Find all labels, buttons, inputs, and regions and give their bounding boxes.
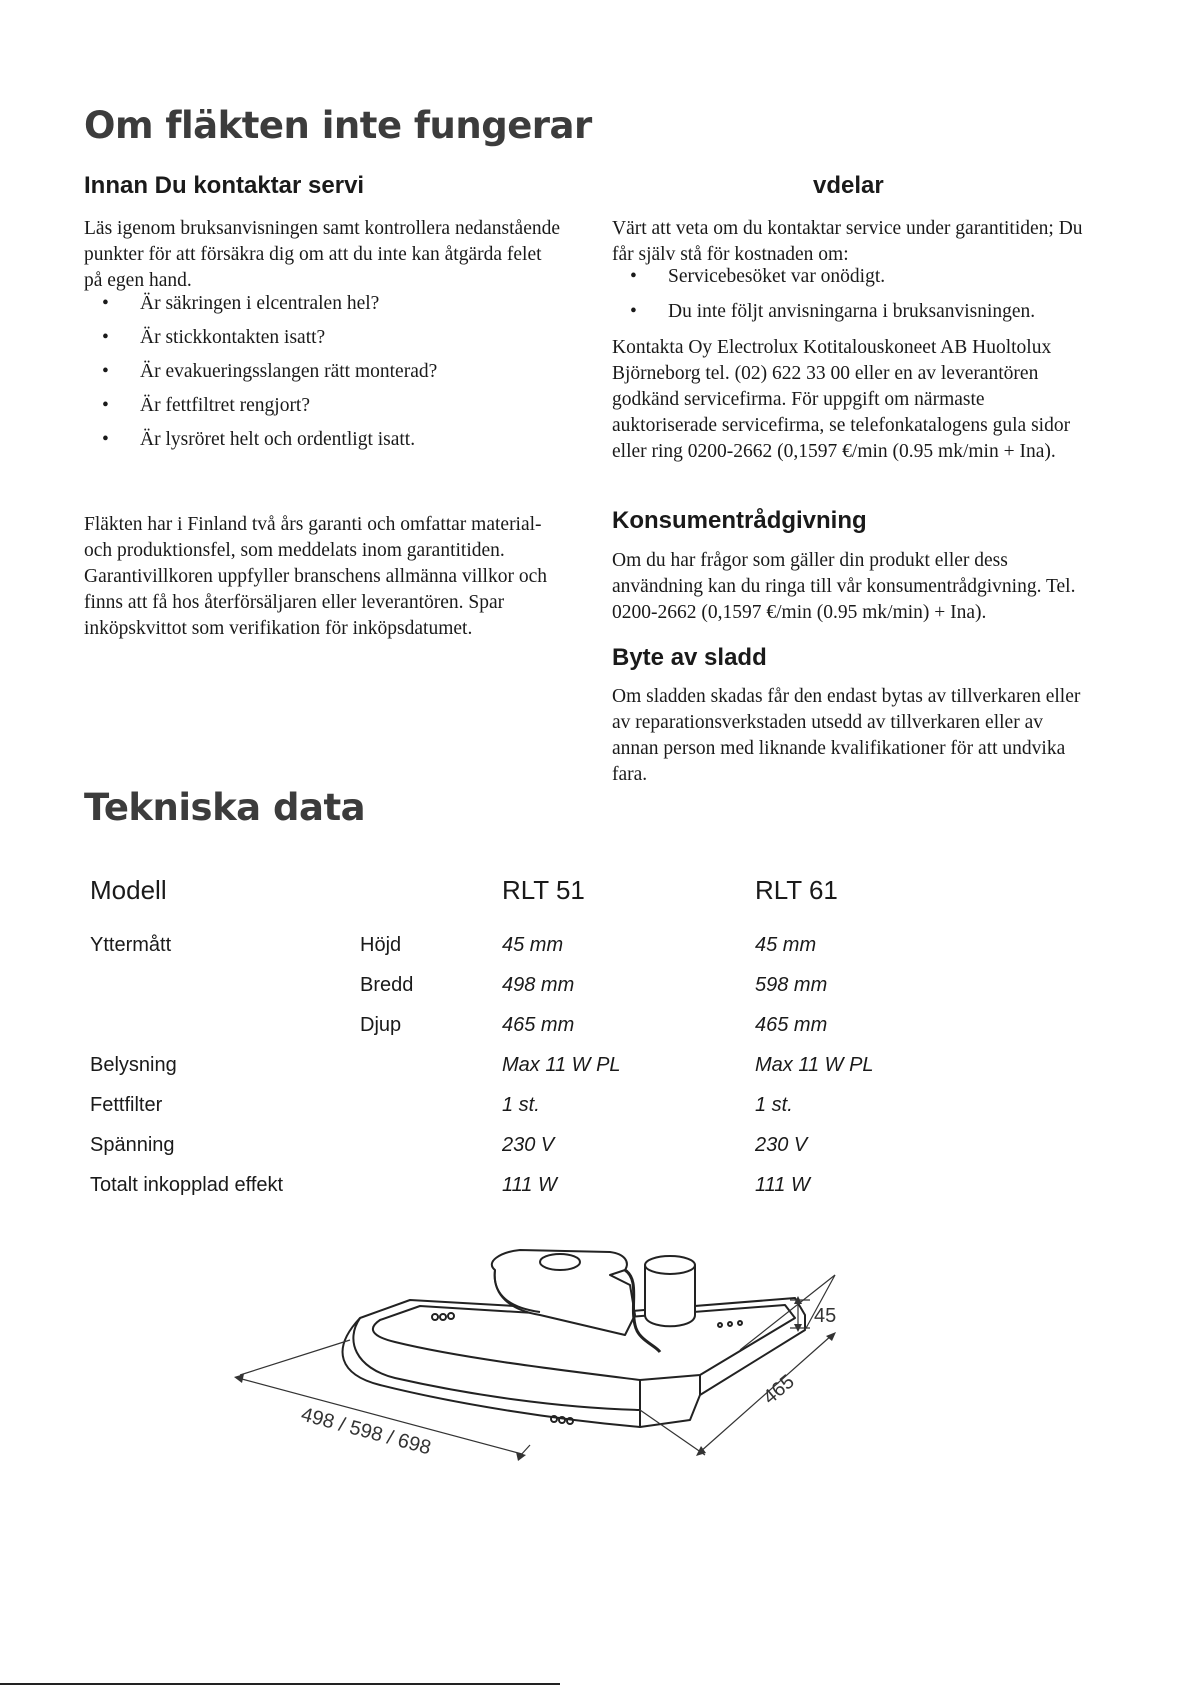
table-row	[90, 1005, 955, 1045]
warranty-text: Fläkten har i Finland två års garanti och omfattar material- och produktionsfel, som meddelats inom garantitiden. Garantivillkoren uppfyller branschens allmänna villkor och finns att få hos återförsäljaren eller leverantören. Spar inköpskvittot som verifikation för inköpsdatumet.	[84, 514, 547, 639]
value-rlt61: 598 mm	[755, 973, 828, 996]
row-sublabel	[360, 1085, 502, 1125]
list-item: • Du inte följt anvisningarna i bruksanvisningen.	[612, 301, 1112, 336]
table-row	[90, 1085, 955, 1125]
row-sublabel	[360, 1045, 502, 1085]
row-label: Fettfilter	[90, 1093, 163, 1116]
header-model: Modell	[90, 875, 167, 905]
cord-text: Om sladden skadas får den endast bytas av tillverkaren eller av reparationsverkstaden utsedd av tillverkaren eller av annan person med liknande kvalifikationer för att undvika fara.	[612, 686, 1081, 785]
list-item: • Är evakueringsslangen rätt monterad?	[84, 361, 564, 395]
contact-text: Kontakta Oy Electrolux Kotitalouskoneet AB Huoltolux Björneborg tel. (02) 622 33 00 eller en av leverantören godkänd servicefirma. För uppgift om närmaste auktoriserade servicefirma, se telefonkatalogens gula sidor eller ring 0200-2662 (0,1597 €/min (0.95 mk/min + Ina).	[612, 337, 1071, 462]
checklist	[84, 293, 564, 463]
hood-dimension-diagram	[230, 1240, 910, 1515]
row-sublabel: Bredd	[360, 973, 414, 996]
header-blank	[360, 875, 502, 925]
value-rlt61: 1 st.	[755, 1093, 793, 1116]
list-item: • Är säkringen i elcentralen hel?	[84, 293, 564, 327]
value-rlt51: 230 V	[502, 1133, 555, 1156]
value-rlt51: Max 11 W PL	[502, 1053, 621, 1076]
table-row	[90, 1125, 955, 1165]
header-rlt61: RLT 61	[755, 875, 838, 905]
list-item: • Är stickkontakten isatt?	[84, 327, 564, 361]
depth-dimension-label: 465	[759, 1370, 799, 1409]
list-item: • Servicebesöket var onödigt.	[612, 266, 1112, 301]
advice-heading: Konsumentrådgivning	[612, 507, 867, 534]
table-header	[90, 875, 955, 925]
table-row	[90, 1165, 955, 1205]
row-label	[90, 1005, 360, 1045]
list-item: • Är fettfiltret rengjort?	[84, 395, 564, 429]
value-rlt51: 111 W	[502, 1173, 557, 1196]
list-item: • Är lysröret helt och ordentligt isatt.	[84, 429, 564, 463]
row-label: Totalt inkopplad effekt	[90, 1173, 284, 1196]
advice-text: Om du har frågor som gäller din produkt eller dess användning kan du ringa till vår konsumentrådgivning. Tel. 0200-2662 (0,1597 €/min (0.95 mk/min) + Ina).	[612, 550, 1076, 623]
service-heading: Innan Du kontaktar servi	[84, 172, 365, 199]
value-rlt51: 498 mm	[502, 973, 575, 996]
row-label: Yttermått	[90, 933, 172, 956]
height-dimension-label: 45	[814, 1305, 837, 1327]
row-sublabel	[360, 1125, 502, 1165]
cord-heading: Byte av sladd	[612, 644, 767, 671]
tech-title: Tekniska data	[84, 786, 366, 829]
row-label: Spänning	[90, 1133, 175, 1156]
cost-list	[612, 266, 1112, 336]
parts-intro: Värt att veta om du kontaktar service under garantitiden; Du får själv stå för kostnaden om:	[612, 218, 1083, 265]
value-rlt51: 465 mm	[502, 1013, 575, 1036]
value-rlt61: 111 W	[755, 1173, 810, 1196]
table-row	[90, 1045, 955, 1085]
row-sublabel: Höjd	[360, 933, 402, 956]
row-label: Belysning	[90, 1053, 177, 1076]
page-title: Om fläkten inte fungerar	[84, 104, 592, 147]
value-rlt61: Max 11 W PL	[755, 1053, 874, 1076]
row-sublabel: Djup	[360, 1013, 402, 1036]
row-sublabel	[360, 1165, 502, 1205]
table-row	[90, 925, 955, 965]
value-rlt61: 465 mm	[755, 1013, 828, 1036]
parts-heading: vdelar	[813, 172, 884, 199]
table-row	[90, 965, 955, 1005]
header-rlt51: RLT 51	[502, 875, 585, 905]
service-intro: Läs igenom bruksanvisningen samt kontrollera nedanstående punkter för att försäkra dig om att du inte kan åtgärda felet på egen hand.	[84, 218, 560, 291]
value-rlt61: 230 V	[755, 1133, 808, 1156]
spec-table	[90, 875, 955, 1205]
value-rlt61: 45 mm	[755, 933, 817, 956]
value-rlt51: 45 mm	[502, 933, 564, 956]
row-label	[90, 965, 360, 1005]
value-rlt51: 1 st.	[502, 1093, 540, 1116]
width-dimension-label: 498 / 598 / 698	[298, 1403, 434, 1460]
